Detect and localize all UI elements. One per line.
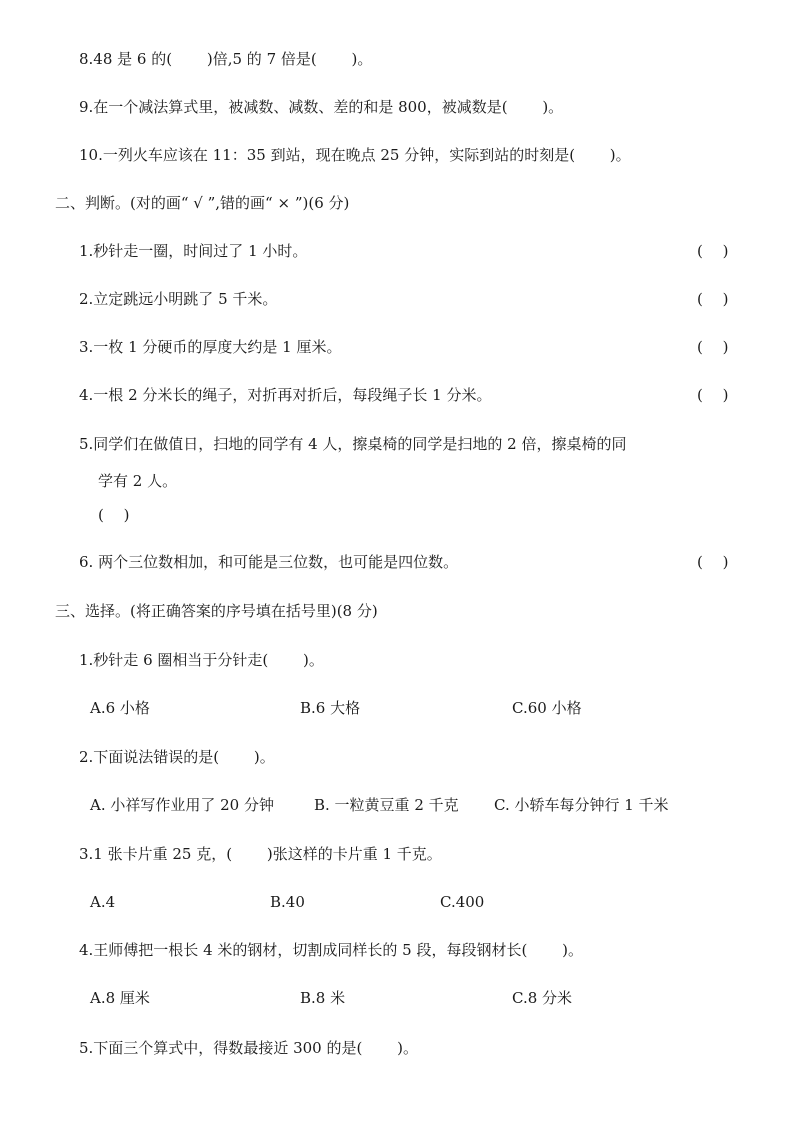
choice-question-3: 3.1 张卡片重 25 克，( )张这样的卡片重 1 千克。 [79,845,442,863]
choice-1-option-a: A.6 小格 [90,699,150,717]
fill-question-10: 10.一列火车应该在 11：35 到站，现在晚点 25 分钟，实际到站的时刻是( )。 [79,146,631,164]
choice-2-option-a: A. 小祥写作业用了 20 分钟 [90,796,274,814]
choice-2-option-c: C. 小轿车每分钟行 1 千米 [494,796,669,814]
choice-3-option-c: C.400 [440,893,485,911]
choice-question-2: 2.下面说法错误的是( )。 [79,748,275,766]
answer-bracket: ( ) [697,290,729,308]
fill-question-9: 9.在一个减法算式里，被减数、减数、差的和是 800，被减数是( )。 [79,98,564,116]
choice-question-5: 5.下面三个算式中，得数最接近 300 的是( )。 [79,1039,418,1057]
judge-item-1: 1.秒针走一圈，时间过了 1 小时。 [79,242,308,260]
answer-bracket: ( ) [697,338,729,356]
choice-4-option-b: B.8 米 [300,989,346,1007]
judge-item-3: 3.一枚 1 分硬币的厚度大约是 1 厘米。 [79,338,342,356]
choice-1-option-b: B.6 大格 [300,699,361,717]
choice-question-1: 1.秒针走 6 圈相当于分针走( )。 [79,651,324,669]
choice-4-option-c: C.8 分米 [512,989,573,1007]
choice-4-option-a: A.8 厘米 [90,989,150,1007]
choice-question-4: 4.王师傅把一根长 4 米的钢材，切割成同样长的 5 段，每段钢材长( )。 [79,941,583,959]
answer-bracket: ( ) [98,506,130,524]
choice-1-option-c: C.60 小格 [512,699,582,717]
choice-2-option-b: B. 一粒黄豆重 2 千克 [314,796,459,814]
answer-bracket: ( ) [697,386,729,404]
judge-item-4: 4.一根 2 分米长的绳子，对折再对折后，每段绳子长 1 分米。 [79,386,492,404]
section-3-title: 三、选择。(将正确答案的序号填在括号里)(8 分) [55,602,378,620]
section-2-title: 二、判断。(对的画“ √ ”,错的画“ × ”)(6 分) [55,194,350,212]
judge-item-2: 2.立定跳远小明跳了 5 千米。 [79,290,278,308]
answer-bracket: ( ) [697,553,729,571]
answer-bracket: ( ) [697,242,729,260]
choice-3-option-b: B.40 [270,893,305,911]
judge-item-5-continued: 学有 2 人。 [98,472,178,490]
judge-item-5: 5.同学们在做值日，扫地的同学有 4 人，擦桌椅的同学是扫地的 2 倍，擦桌椅的同 [79,435,627,453]
choice-3-option-a: A.4 [90,893,116,911]
judge-item-6: 6. 两个三位数相加，和可能是三位数，也可能是四位数。 [79,553,459,571]
fill-question-8: 8.48 是 6 的( )倍,5 的 7 倍是( )。 [79,50,373,68]
